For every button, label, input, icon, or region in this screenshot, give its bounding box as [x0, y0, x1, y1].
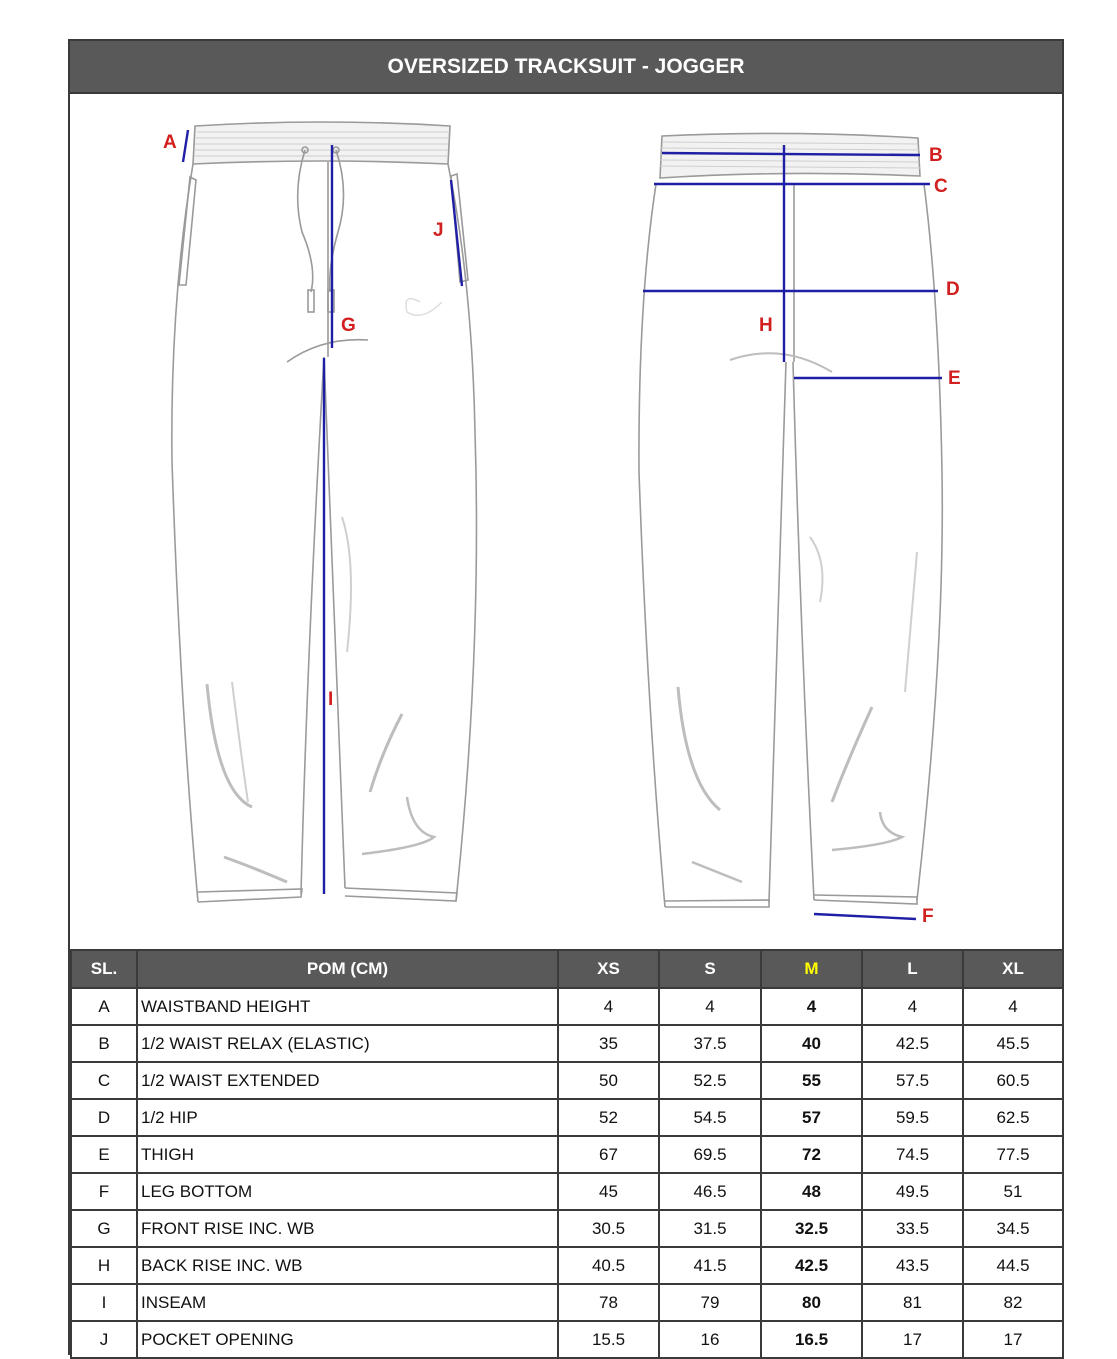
cell-value: 17: [963, 1321, 1063, 1358]
label-a: A: [163, 132, 177, 153]
cell-pom: 1/2 WAIST RELAX (ELASTIC): [137, 1025, 558, 1062]
cell-pom: LEG BOTTOM: [137, 1173, 558, 1210]
cell-value: 4: [761, 988, 862, 1025]
cell-sl: C: [71, 1062, 137, 1099]
cell-value: 54.5: [659, 1099, 761, 1136]
header-size-xl: XL: [963, 950, 1063, 988]
cell-value: 33.5: [862, 1210, 963, 1247]
cell-pom: THIGH: [137, 1136, 558, 1173]
measure-line-f: [814, 914, 916, 919]
cell-sl: B: [71, 1025, 137, 1062]
front-measure-lines: [183, 130, 462, 894]
table-row: [71, 1136, 1063, 1173]
cell-value: 82: [963, 1284, 1063, 1321]
label-f: F: [922, 906, 934, 927]
sheet-title: OVERSIZED TRACKSUIT - JOGGER: [70, 41, 1062, 94]
cell-value: 41.5: [659, 1247, 761, 1284]
table-body: [71, 988, 1063, 1358]
cell-value: 31.5: [659, 1210, 761, 1247]
label-e: E: [948, 368, 961, 389]
cell-value: 72: [761, 1136, 862, 1173]
back-measure-lines: [643, 145, 942, 919]
cell-value: 50: [558, 1062, 659, 1099]
table-row: [71, 1321, 1063, 1358]
cell-value: 4: [659, 988, 761, 1025]
cell-value: 67: [558, 1136, 659, 1173]
measure-labels: [163, 132, 961, 927]
cell-value: 17: [862, 1321, 963, 1358]
table-row: [71, 1210, 1063, 1247]
cell-value: 52.5: [659, 1062, 761, 1099]
cell-value: 15.5: [558, 1321, 659, 1358]
cell-value: 43.5: [862, 1247, 963, 1284]
cell-pom: 1/2 WAIST EXTENDED: [137, 1062, 558, 1099]
cell-value: 78: [558, 1284, 659, 1321]
cell-pom: BACK RISE INC. WB: [137, 1247, 558, 1284]
cell-value: 49.5: [862, 1173, 963, 1210]
label-d: D: [946, 279, 960, 300]
cell-sl: G: [71, 1210, 137, 1247]
cell-value: 51: [963, 1173, 1063, 1210]
cell-sl: A: [71, 988, 137, 1025]
header-size-xs: XS: [558, 950, 659, 988]
cell-value: 30.5: [558, 1210, 659, 1247]
cell-value: 45: [558, 1173, 659, 1210]
table-header-row: [71, 950, 1063, 988]
table-row: [71, 1025, 1063, 1062]
cell-pom: POCKET OPENING: [137, 1321, 558, 1358]
label-c: C: [934, 176, 948, 197]
cell-sl: I: [71, 1284, 137, 1321]
cell-value: 42.5: [862, 1025, 963, 1062]
label-i: I: [328, 689, 334, 710]
cell-value: 77.5: [963, 1136, 1063, 1173]
label-j: J: [433, 220, 444, 241]
cell-value: 81: [862, 1284, 963, 1321]
cell-value: 32.5: [761, 1210, 862, 1247]
cell-sl: F: [71, 1173, 137, 1210]
header-size-s: S: [659, 950, 761, 988]
cell-pom: WAISTBAND HEIGHT: [137, 988, 558, 1025]
cell-value: 35: [558, 1025, 659, 1062]
cell-value: 48: [761, 1173, 862, 1210]
cell-value: 80: [761, 1284, 862, 1321]
cell-value: 44.5: [963, 1247, 1063, 1284]
cell-pom: 1/2 HIP: [137, 1099, 558, 1136]
cell-value: 4: [963, 988, 1063, 1025]
cell-value: 57: [761, 1099, 862, 1136]
cell-sl: H: [71, 1247, 137, 1284]
table-row: [71, 1173, 1063, 1210]
header-size-m: M: [761, 950, 862, 988]
cell-value: 69.5: [659, 1136, 761, 1173]
cell-value: 37.5: [659, 1025, 761, 1062]
back-view-sketch: [639, 133, 942, 907]
cell-value: 59.5: [862, 1099, 963, 1136]
cell-value: 34.5: [963, 1210, 1063, 1247]
cell-value: 16.5: [761, 1321, 862, 1358]
cell-value: 46.5: [659, 1173, 761, 1210]
cell-value: 62.5: [963, 1099, 1063, 1136]
cell-value: 60.5: [963, 1062, 1063, 1099]
cell-value: 79: [659, 1284, 761, 1321]
cell-sl: E: [71, 1136, 137, 1173]
cell-value: 57.5: [862, 1062, 963, 1099]
cell-pom: FRONT RISE INC. WB: [137, 1210, 558, 1247]
table-row: [71, 1247, 1063, 1284]
cell-value: 4: [558, 988, 659, 1025]
cell-sl: D: [71, 1099, 137, 1136]
cell-value: 74.5: [862, 1136, 963, 1173]
size-spec-table: [70, 949, 1064, 1359]
cell-value: 16: [659, 1321, 761, 1358]
label-h: H: [759, 315, 773, 336]
spec-sheet: [68, 39, 1064, 1355]
label-g: G: [341, 315, 356, 336]
cell-value: 40: [761, 1025, 862, 1062]
cell-value: 45.5: [963, 1025, 1063, 1062]
table-row: [71, 1284, 1063, 1321]
table-row: [71, 988, 1063, 1025]
cell-value: 40.5: [558, 1247, 659, 1284]
cell-value: 52: [558, 1099, 659, 1136]
cell-pom: INSEAM: [137, 1284, 558, 1321]
cell-value: 4: [862, 988, 963, 1025]
cell-value: 55: [761, 1062, 862, 1099]
cell-value: 42.5: [761, 1247, 862, 1284]
technical-drawing: [70, 94, 1062, 949]
header-size-l: L: [862, 950, 963, 988]
header-sl: SL.: [71, 950, 137, 988]
cell-sl: J: [71, 1321, 137, 1358]
header-pom: POM (CM): [137, 950, 558, 988]
table-row: [71, 1099, 1063, 1136]
table-row: [71, 1062, 1063, 1099]
measure-line-a: [183, 130, 188, 162]
label-b: B: [929, 145, 943, 166]
